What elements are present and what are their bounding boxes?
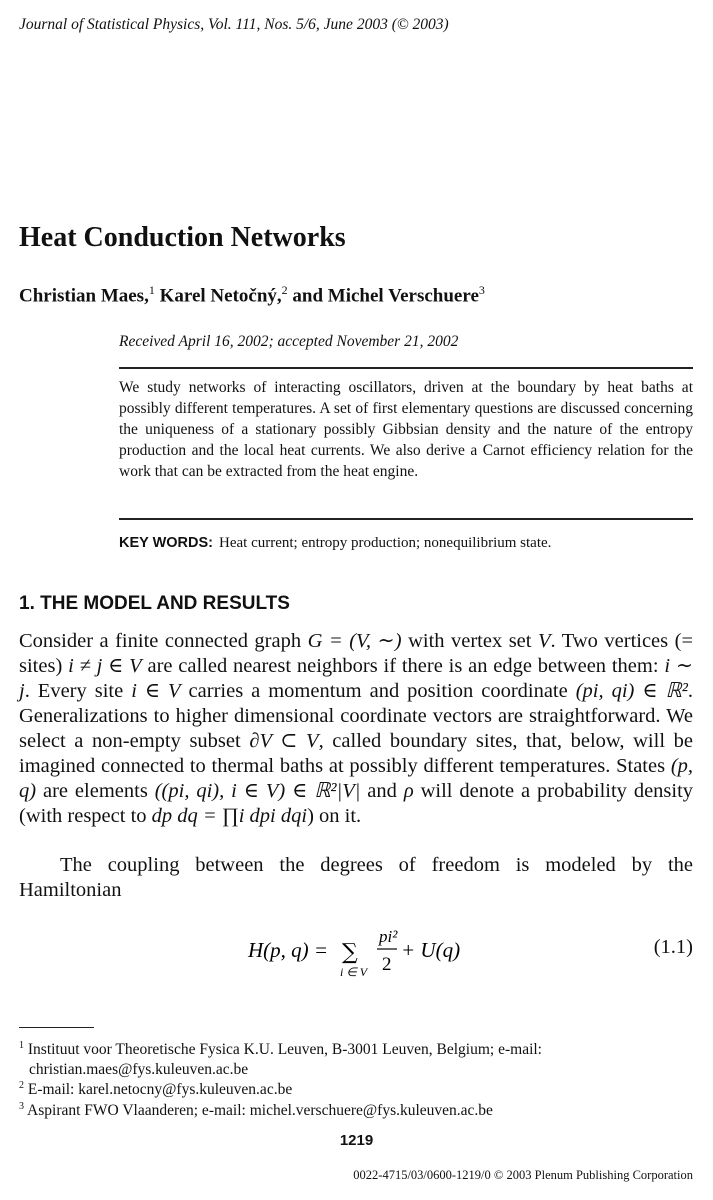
math-site: i ∈ V (131, 680, 181, 702)
footnote-text: E-mail: karel.netocny@fys.kuleuven.ac.be (27, 1081, 293, 1099)
body-paragraph-1: Consider a finite connected graph G = (V, ∼) with vertex set V. Two vertices (= sites) i ≠ j ∈ V are called nearest neighbors if there is an edge between them: i ∼ j. Every site i ∈ V carries a momentum and position coordinate (pi, qi) ∈ ℝ². Generalizations to higher dimensional coordinate vectors are straightforward. We select a non-empty subset ∂V ⊂ V, called boundary sites, that, below, will be imagined connected to thermal baths at possibly different temperatures. States (p, q) are elements ((pi, qi), i ∈ V) ∈ ℝ²|V| and ρ will denote a probability density (with respect to dp dq = ∏i dpi dqi) on it. (19, 630, 694, 827)
section-heading: 1. THE MODEL AND RESULTS (19, 593, 290, 614)
math-sites: i ≠ j ∈ V (68, 655, 142, 677)
author-footnote-mark: 1 (148, 283, 155, 297)
author-name: Christian Maes, (19, 285, 149, 307)
journal-header: Journal of Statistical Physics, Vol. 111, Nos. 5/6, June 2003 (© 2003) (19, 16, 449, 33)
equation-graphic (19, 918, 693, 982)
equation-sum-symbol: ∑ (342, 940, 358, 965)
equation-1-1 (19, 918, 693, 982)
abstract: We study networks of interacting oscillators, driven at the boundary by heat baths at possibly different temperatures. A set of first elementary questions are discussed concerning the uniqueness of a stationary possibly Gibbsian density and the nature of the entropy production and the local heat currents. We also derive a Carnot efficiency relation for the work that can be extracted from the heat engine. (119, 379, 693, 480)
footnote-rule (19, 1027, 94, 1028)
page-number: 1219 (339, 1132, 374, 1149)
author-name: Michel Verschuere (327, 285, 479, 307)
math-vertex-set: V (537, 630, 551, 652)
math-coordinate: (pi, qi) ∈ ℝ² (575, 680, 688, 702)
footnote-text: Instituut voor Theoretische Fysica K.U. Leuven, B-3001 Leuven, Belgium; e-mail: christian.maes@fys.kuleuven.ac.be (27, 1041, 542, 1079)
equation-numerator: pi² (379, 927, 398, 946)
author-list (19, 283, 485, 307)
footnote-mark: 1 (19, 1040, 24, 1051)
math-state: (p, q) (19, 755, 694, 802)
keywords-text: Heat current; entropy production; nonequilibrium state. (219, 535, 552, 551)
body-paragraph-2: The coupling between the degrees of freedom is modeled by the Hamiltonian (19, 854, 693, 901)
footnote-text: Aspirant FWO Vlaanderen; e-mail: michel.verschuere@fys.kuleuven.ac.be (27, 1102, 493, 1120)
footnote-mark: 2 (19, 1080, 24, 1091)
math-boundary: ∂V ⊂ V (249, 730, 319, 752)
equation-lhs: H(p, q) = (248, 938, 329, 962)
received-dates: Received April 16, 2002; accepted November 21, 2002 (119, 333, 459, 350)
math-edge: i ∼ j (19, 655, 694, 702)
copyright-line: 0022-4715/03/0600-1219/0 © 2003 Plenum Publishing Corporation (353, 1168, 693, 1182)
paper-title: Heat Conduction Networks (19, 222, 346, 253)
author-footnote-mark: 3 (478, 283, 485, 297)
footnote-1 (19, 1036, 703, 1080)
math-graph: G = (V, ∼) (307, 630, 402, 652)
math-measure: dp dq = ∏i dpi dqi (151, 805, 308, 827)
footnote-3 (19, 1097, 693, 1121)
equation-sum-index: i ∈ V (340, 965, 368, 979)
author-name: Karel Netočný, (159, 285, 282, 307)
equation-number: (1.1) (653, 936, 693, 958)
keywords (119, 535, 551, 552)
footnote-mark: 3 (19, 1101, 24, 1112)
abstract-bottom-rule (119, 518, 693, 520)
math-elements: ((pi, qi), i ∈ V) ∈ ℝ²|V| (154, 780, 361, 802)
math-rho: ρ (403, 780, 414, 802)
author-footnote-mark: 2 (281, 283, 288, 297)
equation-rhs: + U(q) (401, 938, 461, 962)
keywords-label: KEY WORDS: (119, 535, 213, 551)
abstract-top-rule (119, 367, 693, 369)
equation-denominator: 2 (382, 954, 392, 975)
author-conjunction: and (292, 285, 324, 307)
